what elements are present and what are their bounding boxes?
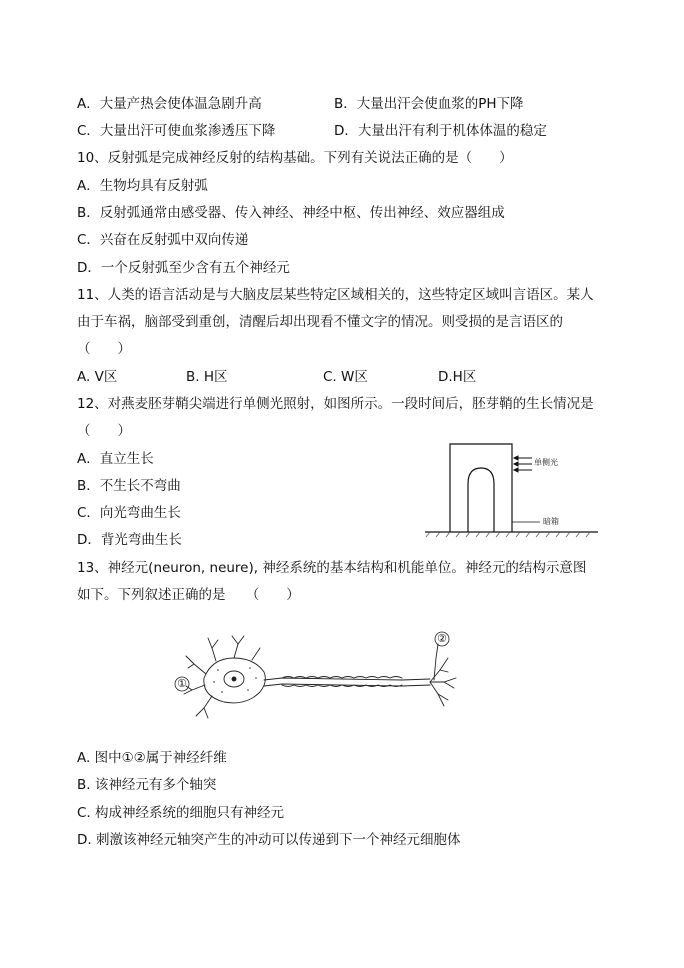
q9-option-d: D．大量出汗有利于机体体温的稳定 bbox=[334, 123, 547, 139]
q9-option-b: B．大量出汗会使血浆的PH下降 bbox=[334, 96, 524, 112]
q11-stem-line3: （ ） bbox=[77, 341, 131, 357]
q13-option-c: C. 构成神经系统的细胞只有神经元 bbox=[77, 805, 285, 821]
q12-stem-line1: 12、对燕麦胚芽鞘尖端进行单侧光照射，如图所示。一段时间后，胚芽鞘的生长情况是 bbox=[77, 396, 594, 412]
neuron-label-2: ② bbox=[437, 632, 447, 645]
coleoptile-dark-box-figure bbox=[420, 438, 600, 548]
q12-option-c: C．向光弯曲生长 bbox=[77, 505, 181, 521]
q12-option-a: A．直立生长 bbox=[77, 451, 154, 467]
dark-box-label: 暗箱 bbox=[543, 517, 559, 526]
q11-option-d: D.H区 bbox=[438, 369, 477, 385]
q11-option-c: C. W区 bbox=[323, 369, 368, 385]
q10-option-a: A．生物均具有反射弧 bbox=[77, 178, 208, 194]
q13-option-a: A. 图中①②属于神经纤维 bbox=[77, 750, 227, 766]
q11-stem-line1: 11、人类的语言活动是与大脑皮层某些特定区域相关的，这些特定区域叫言语区。某人 bbox=[77, 287, 594, 303]
q13-option-b: B. 该神经元有多个轴突 bbox=[77, 777, 217, 793]
light-arrows-icon bbox=[514, 456, 532, 472]
q12-stem-line2: （ ） bbox=[77, 423, 131, 439]
q10-option-d: D．一个反射弧至少含有五个神经元 bbox=[77, 260, 290, 276]
q12-option-d: D．背光弯曲生长 bbox=[77, 532, 182, 548]
q13-stem-line1: 13、神经元(neuron, neure), 神经系统的基本结构和机能单位。神经元的结构示意图 bbox=[77, 560, 587, 576]
q10-option-b: B．反射弧通常由感受器、传入神经、神经中枢、传出神经、效应器组成 bbox=[77, 205, 505, 221]
q13-option-d: D. 刺激该神经元轴突产生的冲动可以传递到下一个神经元细胞体 bbox=[77, 832, 461, 848]
q13-stem-line2: 如下。下列叙述正确的是 （ ） bbox=[77, 587, 300, 603]
q9-option-c: C．大量出汗可使血浆渗透压下降 bbox=[77, 123, 276, 139]
q11-option-a: A. V区 bbox=[77, 369, 118, 385]
q9-option-a: A．大量产热会使体温急剧升高 bbox=[77, 96, 262, 112]
neuron-label-1: ① bbox=[177, 677, 187, 690]
q11-stem-line2: 由于车祸，脑部受到重创，清醒后却出现看不懂文字的情况。则受损的是言语区的 bbox=[77, 314, 563, 330]
light-label: 单侧光 bbox=[534, 458, 558, 467]
q10-option-c: C．兴奋在反射弧中双向传递 bbox=[77, 232, 249, 248]
q10-stem: 10、反射弧是完成神经反射的结构基础。下列有关说法正确的是（ ） bbox=[77, 150, 513, 166]
q11-option-b: B. H区 bbox=[186, 369, 228, 385]
neuron-diagram bbox=[172, 630, 472, 730]
q12-option-b: B．不生长不弯曲 bbox=[77, 478, 181, 494]
